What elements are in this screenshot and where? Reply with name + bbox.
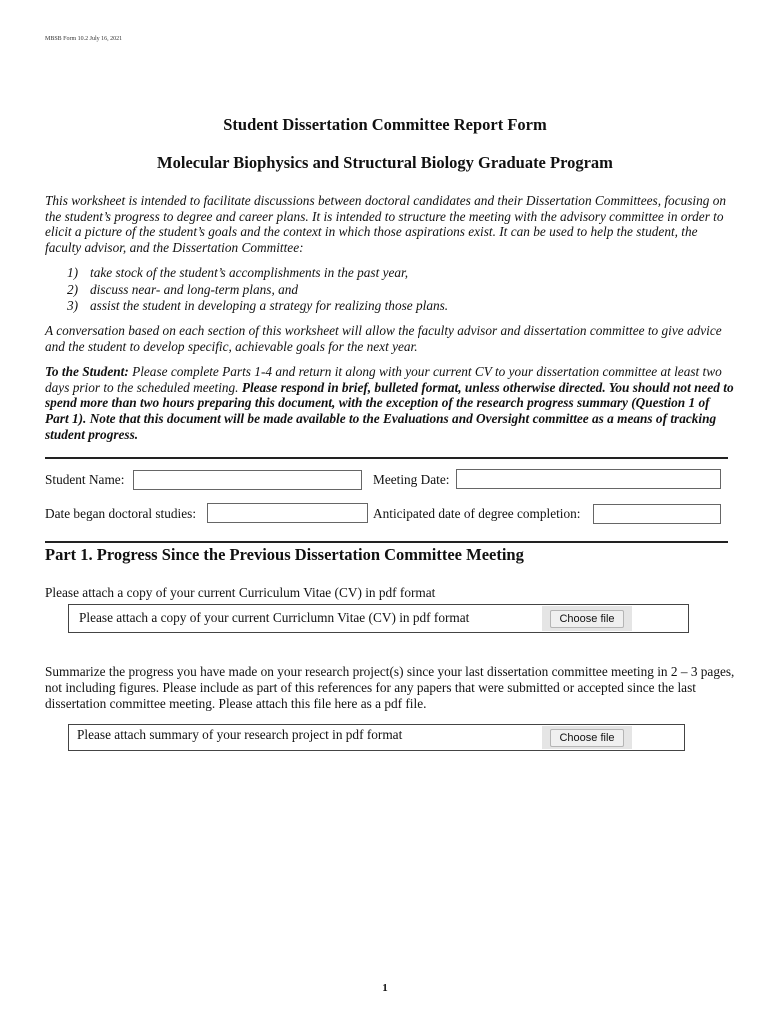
conversation-paragraph: A conversation based on each section of this worksheet will allow the faculty advisor and dissertation committee to give advice and the student to develop specific, achievable goals for the next year. [45, 323, 722, 354]
student-name-field[interactable] [133, 470, 362, 490]
cv-choose-file-button[interactable]: Choose file [550, 610, 624, 628]
meeting-date-label: Meeting Date: [373, 472, 450, 487]
goals-list [45, 265, 735, 315]
divider [45, 541, 728, 543]
date-began-field[interactable] [207, 503, 368, 523]
form-id: MBSB Form 10.2 July 16, 2021 [45, 36, 123, 42]
summary-upload-box [68, 724, 685, 751]
anticipated-completion-field[interactable] [593, 504, 721, 524]
cv-instruction: Please attach a copy of your current Curriculum Vitae (CV) in pdf format [45, 585, 436, 600]
meeting-date-field[interactable] [456, 469, 721, 489]
intro-paragraph: This worksheet is intended to facilitate discussions between doctoral candidates and their Dissertation Committees, focusing on the student’s progress to degree and career plans. It is intended to structure the meeting with the advisory committee in order to elicit a picture of the student’s goals and the context in which those aspirations exist. It can be used to help the student, the faculty advisor, and the Dissertation Committee: [45, 193, 727, 256]
page-subtitle: Molecular Biophysics and Structural Biology Graduate Program [157, 153, 613, 172]
anticipated-completion-label: Anticipated date of degree completion: [373, 506, 581, 521]
cv-upload-box [68, 604, 689, 633]
student-instructions: To the Student: Please complete Parts 1-4 and return it along with your current CV to your dissertation committee at least two days prior to the scheduled meeting. Please respond in brief, bulleted format, unless otherwise directed. You should not need to spend more than two hours preparing this document, with the exception of the research progress summary (Question 1 of Part 1). Note that this document will be made available to the Evaluations and Oversight committee as a means of tracking student progress. [45, 364, 734, 442]
cv-upload-label: Please attach a copy of your current Curriclumn Vitae (CV) in pdf format [79, 610, 470, 625]
summary-choose-file-button[interactable]: Choose file [550, 729, 624, 747]
list-item: 3) assist the student in developing a strategy for realizing those plans. [67, 298, 449, 313]
list-item: 2) discuss near- and long-term plans, and [67, 281, 299, 297]
divider [45, 457, 728, 459]
date-began-label: Date began doctoral studies: [45, 506, 197, 521]
page-number: 1 [382, 982, 388, 994]
part1-heading: Part 1. Progress Since the Previous Dissertation Committee Meeting [45, 545, 524, 564]
list-item: 1) take stock of the student’s accomplishments in the past year, [67, 265, 409, 280]
summary-upload-label: Please attach summary of your research project in pdf format [77, 727, 403, 742]
student-name-label: Student Name: [45, 472, 125, 487]
summary-instruction: Summarize the progress you have made on your research project(s) since your last dissertation committee meeting in 2 – 3 pages, not including figures. Please include as part of this references for any papers that were submitted or accepted since the last dissertation committee meeting. Please attach this file here as a pdf file. [45, 664, 735, 711]
page-title: Student Dissertation Committee Report Form [223, 115, 547, 134]
